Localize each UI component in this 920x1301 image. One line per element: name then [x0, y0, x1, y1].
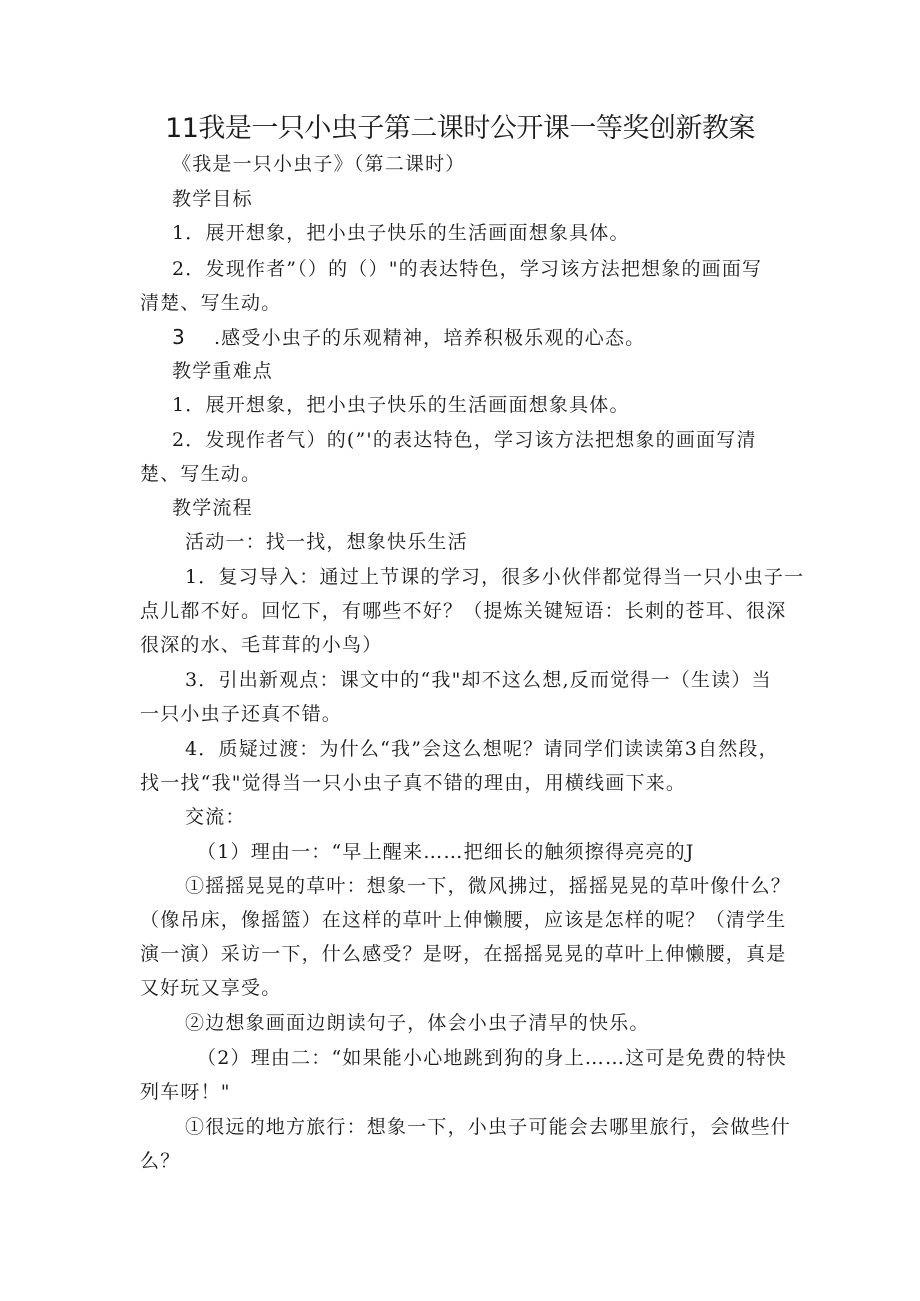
key-point-2: 2．发现作者气）的(”'的表达特色，学习该方法把想象的画面写清	[172, 429, 757, 451]
key-point-1: 1．展开想象，把小虫子快乐的生活画面想象具体。	[172, 394, 630, 416]
reason-1: （1）理由一：“早上醒来……把细长的触须擦得亮亮的J	[197, 841, 695, 863]
reason-2: （2）理由二：“如果能小心地跳到狗的身上……这可是免费的特快	[197, 1047, 787, 1069]
reason-1-point-1-cont2: 演一演）采访一下，什么感受？是呀，在摇摇晃晃的草叶上伸懒腰，真是	[140, 943, 787, 965]
reason-2-point-1: ①很远的地方旅行：想象一下，小虫子可能会去哪里旅行，会做些什	[185, 1116, 792, 1138]
flow-step-1-cont: 点儿都不好。回忆下，有哪些不好？（提炼关键短语：长刺的苍耳、很深	[140, 600, 787, 622]
reason-1-point-1-cont3: 又好玩又享受。	[140, 977, 282, 999]
goal-item-2: 2．发现作者”（）的（）"的表达特色，学习该方法把想象的画面写	[172, 258, 763, 280]
reason-1-point-1-cont: （像吊床，像摇篮）在这样的草叶上伸懒腰，应该是怎样的呢？（清学生	[140, 909, 787, 931]
reason-1-point-1: ①摇摇晃晃的草叶：想象一下，微风拂过，摇摇晃晃的草叶像什么？	[185, 875, 792, 897]
goal-item-3	[172, 324, 645, 351]
section-heading-flow: 教学流程	[172, 497, 253, 519]
flow-step-3: 3．引出新观点：课文中的“我"却不这么想,反而觉得一（生读）当	[185, 669, 772, 691]
lesson-subtitle: 《我是一只小虫子》（第二课时）	[172, 153, 466, 175]
flow-step-3-cont: 一只小虫子还真不错。	[140, 703, 343, 725]
exchange-label: 交流：	[185, 806, 246, 828]
reason-2-cont: 列车呀！"	[140, 1081, 231, 1103]
document-title: 11我是一只小虫子第二课时公开课一等奖创新教案	[165, 113, 755, 144]
section-heading-goals: 教学目标	[172, 188, 253, 210]
key-point-2-cont: 楚、写生动。	[140, 463, 262, 485]
section-heading-key-points: 教学重难点	[172, 360, 274, 382]
goal-item-3-text: .感受小虫子的乐观精神，培养积极乐观的心态。	[213, 327, 646, 349]
flow-step-1-cont2: 很深的水、毛茸茸的小鸟）	[140, 634, 383, 656]
goal-item-3-number: 3	[172, 325, 186, 349]
reason-2-point-1-cont: 么？	[140, 1150, 181, 1172]
flow-step-1: 1．复习导入：通过上节课的学习，很多小伙伴都觉得当一只小虫子一	[185, 566, 805, 588]
reason-1-point-2: ②边想象画面边朗读句子，体会小虫子清早的快乐。	[185, 1012, 650, 1034]
flow-step-4: 4．质疑过渡：为什么“我”会这么想呢？请同学们读读第3自然段，	[185, 738, 779, 760]
activity-heading-1: 活动一：找一找，想象快乐生活	[185, 531, 468, 553]
flow-step-4-cont: 找一找“我"觉得当一只小虫子真不错的理由，用横线画下来。	[140, 772, 687, 794]
goal-item-2-cont: 清楚、写生动。	[140, 292, 282, 314]
goal-item-1: 1．展开想象，把小虫子快乐的生活画面想象具体。	[172, 222, 630, 244]
